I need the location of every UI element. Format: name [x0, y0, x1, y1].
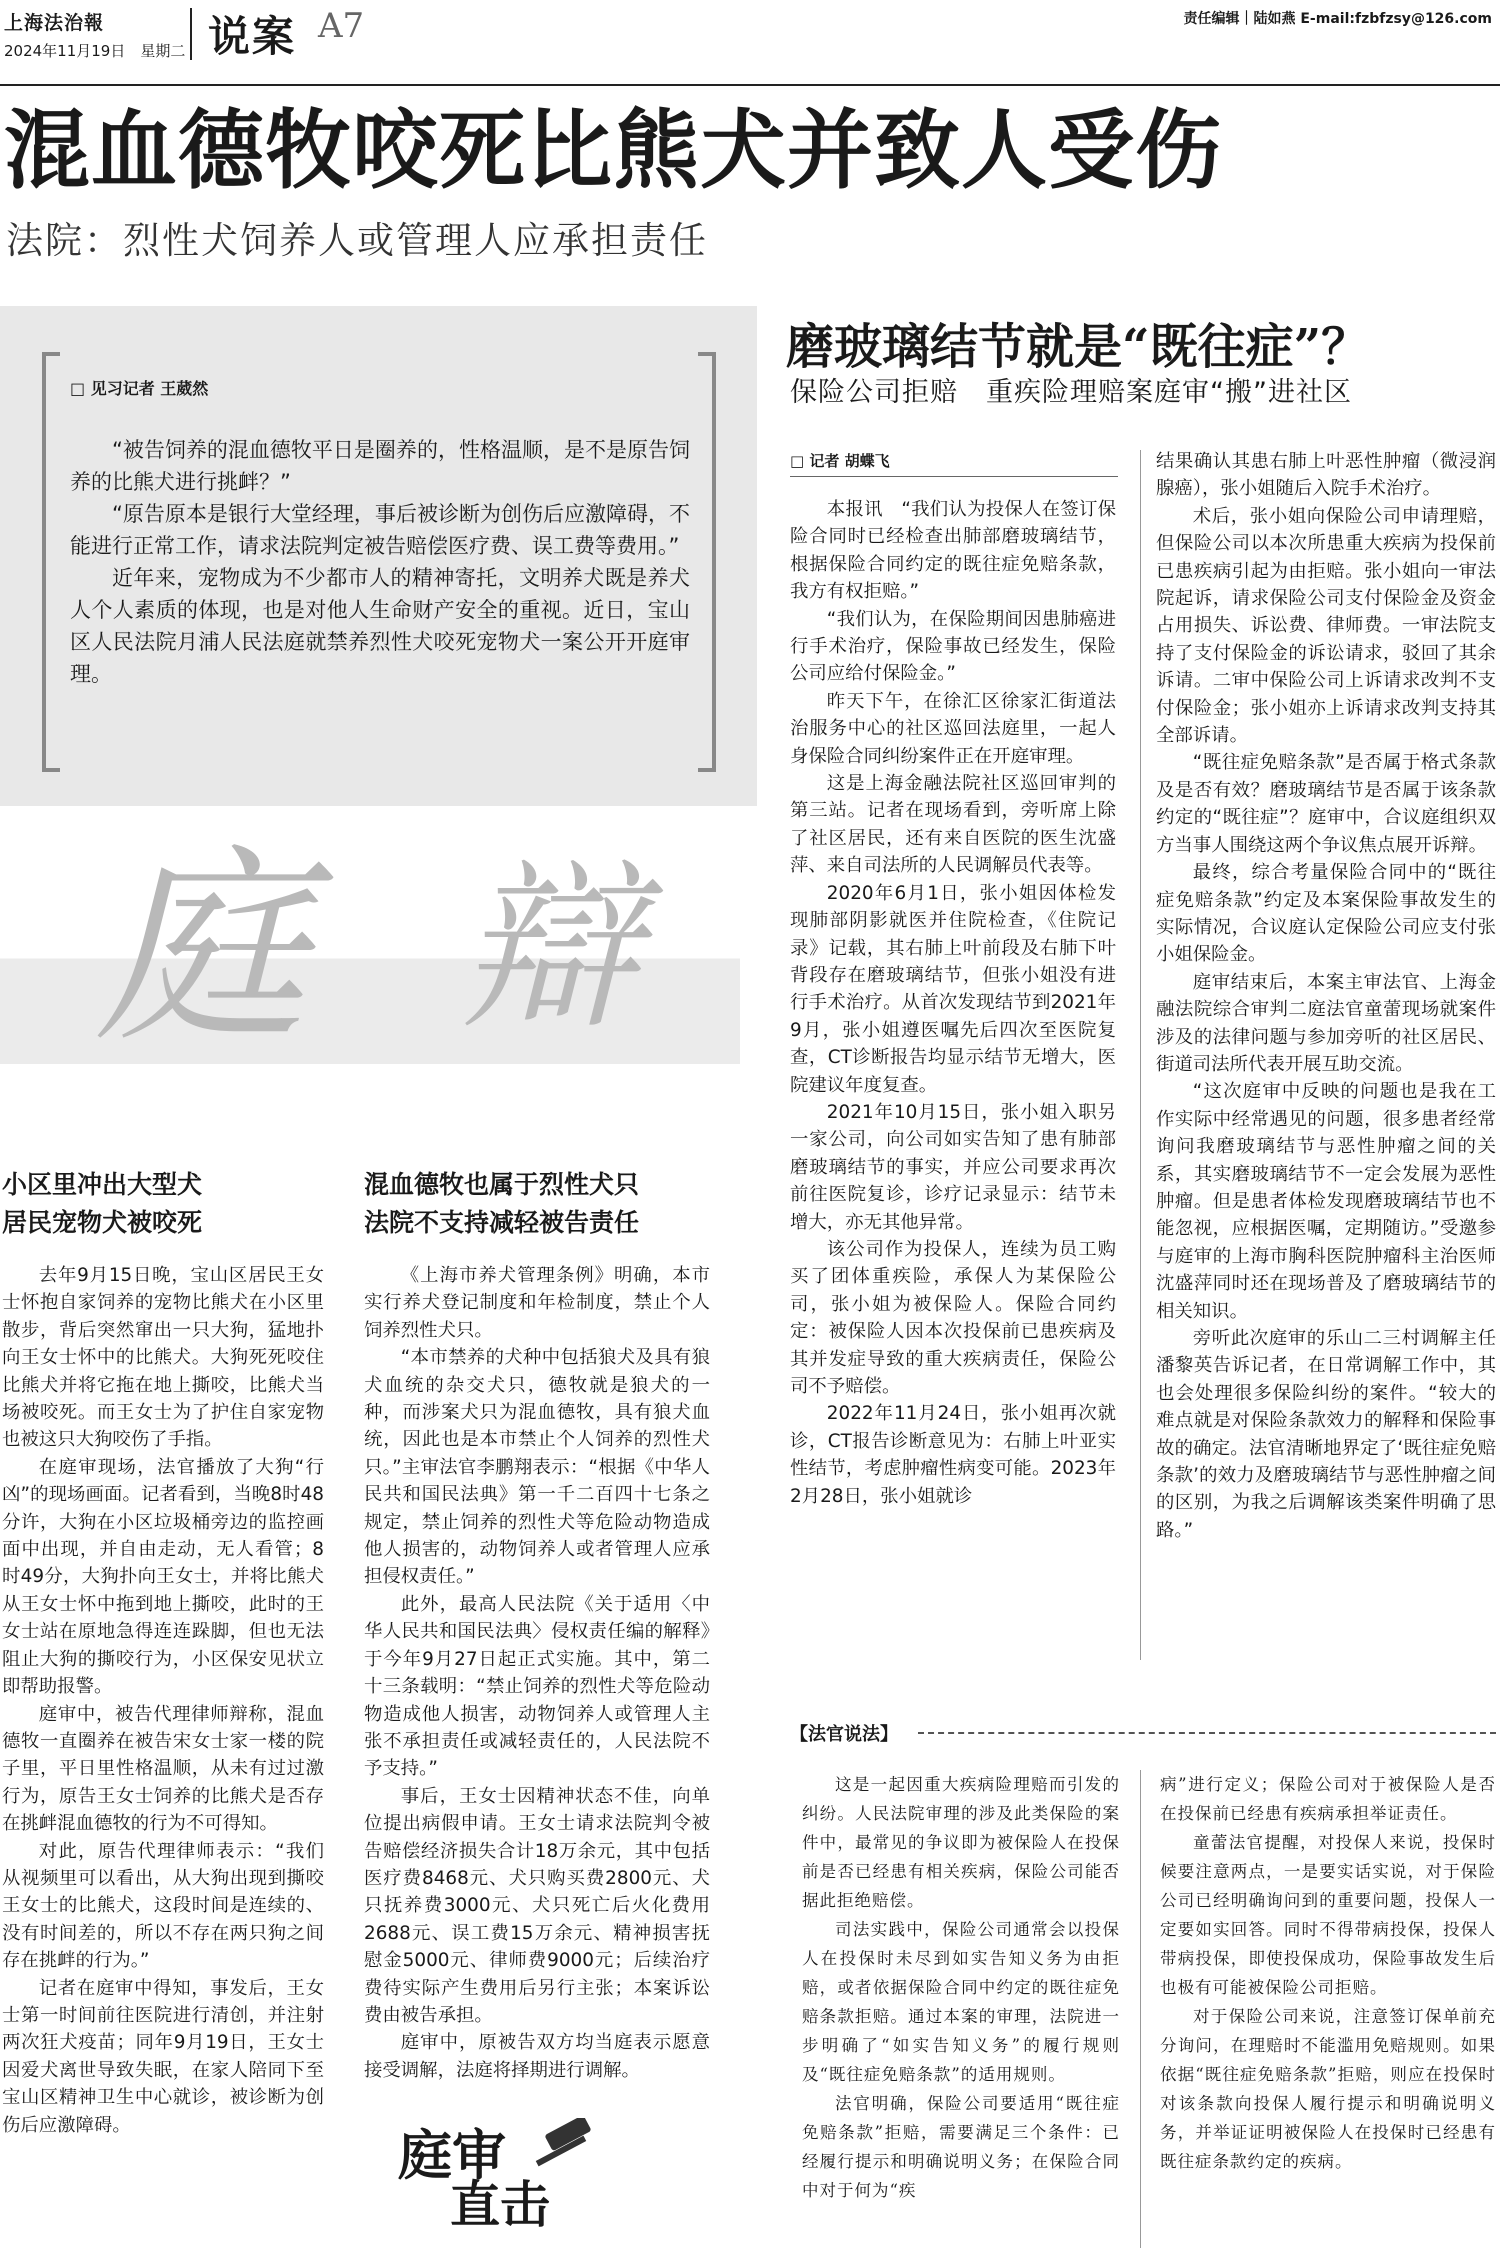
calligraphy-char: 辯: [460, 845, 641, 1054]
judge-box-rule: [918, 1732, 1496, 1734]
paragraph: 2022年11月24日，张小姐再次就诊，CT报告诊断意见为：右肺上叶亚实性结节，考虑肿瘤性病变可能。2023年2月28日，张小姐就诊: [790, 1403, 1116, 1507]
paragraph: 庭审结束后，本案主审法官、上海金融法院综合审判二庭法官童蕾现场就案件涉及的法律问题与参加旁听的社区居民、街道司法所代表开展互助交流。: [1156, 971, 1496, 1075]
lead-intro: [70, 434, 690, 690]
paragraph: “我们认为，在保险期间因患肺癌进行手术治疗，保险事故已经发生，保险公司应给付保险金。”: [790, 608, 1116, 685]
paragraph: 法官明确，保险公司要适用“既往症免赔条款”拒赔，需要满足三个条件：已经履行提示和明确说明义务；在保险合同中对于何为“疾: [802, 2094, 1120, 2200]
lead-headline: 混血德牧咬死比熊犬并致人受伤: [4, 100, 1222, 201]
intro-paragraph: “被告饲养的混血德牧平日是圈养的，性格温顺，是不是原告饲养的比熊犬进行挑衅？”: [70, 438, 690, 494]
section-heading: 小区里冲出大型犬 居民宠物犬被咬死: [2, 1170, 203, 1237]
paragraph: 对于保险公司来说，注意签订保单前充分询问，在理赔时不能滥用免赔规则。如果依据“既往症免赔条款”拒赔，则应在投保时对该条款向投保人履行提示和明确说明义务，并举证证明被保险人在投保时已经患有既往症条款约定的疾病。: [1160, 2007, 1496, 2171]
section-heading: 混血德牧也属于烈性犬只 法院不支持减轻被告责任: [364, 1170, 640, 1237]
byline-rule: [790, 476, 1118, 477]
intro-paragraph: 近年来，宠物成为不少都市人的精神寄托，文明养犬既是养犬人个人素质的体现，也是对他人生命财产安全的重视。近日，宝山区人民法院月浦人民法庭就禁养烈性犬咬死宠物犬一案公开开庭审理。: [70, 566, 690, 686]
lead-column-1: [2, 1262, 324, 2252]
paragraph: 《上海市养犬管理条例》明确，本市实行养犬登记制度和年检制度，禁止个人饲养烈性犬只。: [364, 1265, 710, 1341]
logo-text: 直击: [450, 2175, 550, 2234]
paper-name: 上海法治報: [4, 12, 105, 34]
issue-date: 2024年11月19日 星期二: [4, 42, 186, 60]
story-column-1: [790, 496, 1116, 1676]
lead-column-2: [364, 1262, 710, 2100]
masthead: [0, 0, 1500, 86]
judge-column-1: [802, 1770, 1120, 2250]
paragraph: 庭审中，原被告双方均当庭表示愿意接受调解，法庭将择期进行调解。: [364, 2032, 710, 2081]
header-rule: [0, 84, 1500, 86]
page-number: A7: [318, 6, 365, 46]
editor-info: 责任编辑｜陆如燕 E-mail:fzbfzsy@126.com: [1183, 11, 1492, 27]
gavel-icon: [516, 2118, 606, 2188]
lead-subheadline: 法院：烈性犬饲养人或管理人应承担责任: [6, 219, 708, 262]
paragraph: “既往症免赔条款”是否属于格式条款及是否有效？磨玻璃结节是否属于该条款约定的“既往症”？庭审中，合议庭组织双方当事人围绕这两个争议焦点展开诉辩。: [1156, 752, 1496, 856]
paragraph: 术后，张小姐向保险公司申请理赔，但保险公司以本次所患重大疾病为投保前已患疾病引起为由拒赔。张小姐向一审法院起诉，请求保险公司支付保险金及资金占用损失、诉讼费、律师费。一审法院支持了支付保险金的诉讼请求，驳回了其余诉请。二审中保险公司上诉请求改判不支付保险金；张小姐亦上诉请求改判支持其全部诉请。: [1156, 505, 1496, 747]
paragraph: 对此，原告代理律师表示：“我们从视频里可以看出，从大狗出现到撕咬王女士的比熊犬，这段时间是连续的、没有时间差的，所以不存在两只狗之间存在挑衅的行为。”: [2, 1840, 324, 1972]
judge-box-label: 【法官说法】: [790, 1724, 898, 1745]
paragraph: “本市禁养的犬种中包括狼犬及具有狼犬血统的杂交犬只，德牧就是狼犬的一种，而涉案犬只为混血德牧，具有狼犬血统，因此也是本市禁止个人饲养的烈性犬只。”主审法官李鹏翔表示：“根据《中华人民共和国民法典》第一千二百四十七条之规定，禁止饲养的烈性犬等危险动物造成他人损害的，动物饲养人或者管理人应承担侵权责任。”: [364, 1347, 710, 1588]
paragraph: 旁听此次庭审的乐山二三村调解主任潘黎英告诉记者，在日常调解工作中，其也会处理很多保险纠纷的案件。“较大的难点就是对保险条款效力的解释和保险事故的确定。法官清晰地界定了‘既往症免赔条款’的效力及磨玻璃结节与恶性肿瘤之间的区别，为我之后调解该类案件明确了思路。”: [1156, 1328, 1496, 1541]
story-byline: □ 记者 胡蝶飞: [790, 452, 890, 470]
paragraph: 这是上海金融法院社区巡回审判的第三站。记者在现场看到，旁听席上除了社区居民，还有来自医院的医生沈盛萍、来自司法所的人民调解员代表等。: [790, 773, 1116, 877]
paragraph: “这次庭审中反映的问题也是我在工作实际中经常遇见的问题，很多患者经常询问我磨玻璃结节与恶性肿瘤之间的关系，其实磨玻璃结节不一定会发展为恶性肿瘤。但是患者体检发现磨玻璃结节也不能忽视，应根据医嘱，定期随访。”受邀参与庭审的上海市胸科医院肿瘤科主治医师沈盛萍同时还在现场普及了磨玻璃结节的相关知识。: [1156, 1081, 1496, 1322]
paragraph: 本报讯 “我们认为投保人在签订保险合同时已经检查出肺部磨玻璃结节，根据保险合同约定的既往症免赔条款，我方有权拒赔。”: [790, 499, 1116, 603]
paragraph: 在庭审现场，法官播放了大狗“行凶”的现场画面。记者看到，当晚8时48分许，大狗在小区垃圾桶旁边的监控画面中出现，并自由走动，无人看管；8时49分，大狗扑向王女士，并将比熊犬从王女士怀中拖到地上撕咬，此时的王女士站在原地急得连连跺脚，但也无法阻止大狗的撕咬行为，小区保安见状立即帮助报警。: [2, 1456, 324, 1698]
story-subheadline: 保险公司拒赔 重疾险理赔案庭审“搬”进社区: [790, 377, 1352, 408]
paragraph: 记者在庭审中得知，事发后，王女士第一时间前往医院进行清创，并注射两次狂犬疫苗；同年9月19日，王女士因爱犬离世导致失眠，在家人陪同下至宝山区精神卫生中心就诊，被诊断为创伤后应激障碍。: [2, 1977, 324, 2136]
column-divider: [1140, 1770, 1141, 2248]
calligraphy-char: 庭: [96, 826, 307, 1071]
paragraph: 庭审中，被告代理律师辩称，混血德牧一直圈养在被告宋女士家一楼的院子里，平日里性格温顺，从未有过过激行为，原告王女士饲养的比熊犬是否存在挑衅混血德牧的行为不可得知。: [2, 1703, 324, 1835]
lead-byline: □ 见习记者 王葳然: [70, 379, 209, 398]
paragraph: 病”进行定义；保险公司对于被保险人是否在投保前已经患有疾病承担举证责任。: [1160, 1775, 1496, 1823]
paragraph: 2020年6月1日，张小姐因体检发现肺部阴影就医并住院检查，《住院记录》记载，其右肺上叶前段及右肺下叶背段存在磨玻璃结节，但张小姐没有进行手术治疗。从首次发现结节到2021年9月，张小姐遵医嘱先后四次至医院复查，CT诊断报告均显示结节无增大，医院建议年度复查。: [790, 882, 1116, 1096]
paragraph: 去年9月15日晚，宝山区居民王女士怀抱自家饲养的宠物比熊犬在小区里散步，背后突然窜出一只大狗，猛地扑向王女士怀中的比熊犬。大狗死死咬住比熊犬并将它拖在地上撕咬，比熊犬当场被咬死。而王女士为了护住自家宠物也被这只大狗咬伤了手指。: [2, 1265, 324, 1451]
paragraph: 最终，综合考量保险合同中的“既往症免赔条款”约定及本案保险事故发生的实际情况，合议庭认定保险公司应支付张小姐保险金。: [1156, 862, 1496, 966]
paragraph: 事后，王女士因精神状态不佳，向单位提出病假申请。王女士请求法院判令被告赔偿经济损失合计18万余元，其中包括医疗费8468元、犬只购买费2800元、犬只抚养费3000元、犬只死亡后火化费用2688元、误工费15万余元、精神损害抚慰金5000元、律师费9000元；后续治疗费待实际产生费用后另行主张；本案诉讼费由被告承担。: [364, 1785, 710, 2026]
story-headline: 磨玻璃结节就是“既往症”？: [786, 319, 1370, 375]
paragraph: 昨天下午，在徐汇区徐家汇街道法治服务中心的社区巡回法庭里，一起人身保险合同纠纷案件正在开庭审理。: [790, 690, 1116, 767]
intro-paragraph: “原告原本是银行大堂经理，事后被诊断为创伤后应激障碍，不能进行正常工作，请求法院判定被告赔偿医疗费、误工费等费用。”: [70, 502, 690, 558]
column-divider: [1140, 450, 1141, 1660]
judge-column-2: [1160, 1770, 1496, 2250]
section-name: 说案: [208, 12, 297, 61]
paragraph: 结果确认其患右肺上叶恶性肿瘤（微浸润腺癌），张小姐随后入院手术治疗。: [1156, 451, 1496, 500]
story-column-2: [1156, 448, 1496, 1674]
paragraph: 此外，最高人民法院《关于适用〈中华人民共和国民法典〉侵权责任编的解释》于今年9月27日起正式实施。其中，第二十三条载明：“禁止饲养的烈性犬等危险动物造成他人损害，动物饲养人或管理人主张不承担责任或减轻责任的，人民法院不予支持。”: [364, 1593, 710, 1780]
trial-logo: [398, 2118, 608, 2242]
paragraph: 2021年10月15日，张小姐入职另一家公司，向公司如实告知了患有肺部磨玻璃结节的事实，并应公司要求再次前往医院复诊，诊疗记录显示：结节未增大，亦无其他异常。: [790, 1101, 1116, 1233]
header-divider: [190, 8, 192, 60]
paragraph: 这是一起因重大疾病险理赔而引发的纠纷。人民法院审理的涉及此类保险的案件中，最常见的争议即为被保险人在投保前是否已经患有相关疾病，保险公司能否据此拒绝赔偿。: [802, 1775, 1120, 1910]
paragraph: 该公司作为投保人，连续为员工购买了团体重疾险，承保人为某保险公司，张小姐为被保险人。保险合同约定：被保险人因本次投保前已患疾病及其并发症导致的重大疾病责任，保险公司不予赔偿。: [790, 1238, 1116, 1397]
paragraph: 童蕾法官提醒，对投保人来说，投保时候要注意两点，一是要实话实说，对于保险公司已经明确询问到的重要问题，投保人一定要如实回答。同时不得带病投保，投保人带病投保，即使投保成功，保险事故发生后也极有可能被保险公司拒赔。: [1160, 1833, 1496, 1997]
paragraph: 司法实践中，保险公司通常会以投保人在投保时未尽到如实告知义务为由拒赔，或者依据保险合同中约定的既往症免赔条款拒赔。通过本案的审理，法院进一步明确了“如实告知义务”的履行规则及“既往症免赔条款”的适用规则。: [802, 1920, 1120, 2084]
logo-text: 庭审: [398, 2123, 506, 2187]
